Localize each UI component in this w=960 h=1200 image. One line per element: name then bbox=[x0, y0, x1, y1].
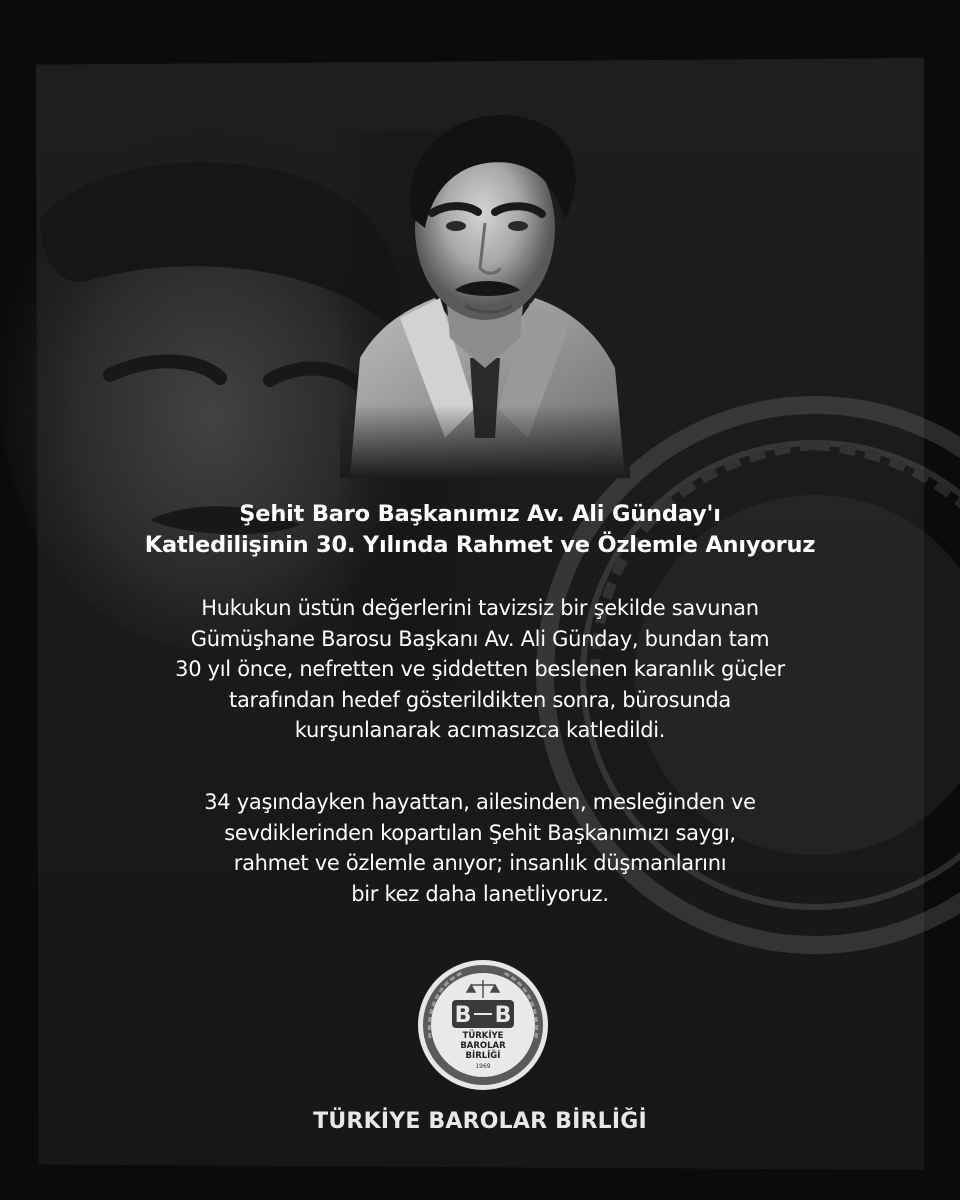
paragraph-1-line: Hukukun üstün değerlerini tavizsiz bir şekilde savunan bbox=[201, 596, 759, 620]
logo-text-top: TÜRKİYE bbox=[462, 1031, 504, 1041]
organization-name: TÜRKİYE BAROLAR BİRLİĞİ bbox=[313, 1109, 647, 1134]
paragraph-2-line: bir kez daha lanetliyoruz. bbox=[351, 881, 609, 906]
logo-text-mid: BAROLAR bbox=[460, 1041, 506, 1051]
paragraph-1-line: 30 yıl önce, nefretten ve şiddetten beslenen karanlık güçler bbox=[175, 657, 785, 681]
tbb-emblem-logo bbox=[416, 958, 550, 1092]
headline-line-2: Katledilişinin 30. Yılında Rahmet ve Özlemle Anıyoruz bbox=[144, 532, 816, 558]
paragraph-2 bbox=[80, 787, 880, 909]
headline bbox=[80, 499, 880, 561]
paragraph-1-line: tarafından hedef gösterildikten sonra, bürosunda bbox=[229, 687, 731, 712]
logo-letter-left: B bbox=[454, 1003, 472, 1028]
paragraph-1-line: kurşunlanarak acımasızca katledildi. bbox=[294, 718, 666, 742]
logo-year: 1969 bbox=[475, 1063, 491, 1070]
headline-line-1: Şehit Baro Başkanımız Av. Ali Günday'ı bbox=[239, 501, 721, 527]
paragraph-1 bbox=[80, 593, 880, 746]
paragraph-2-line: 34 yaşındayken hayattan, ailesinden, mesleğinden ve bbox=[204, 790, 756, 814]
logo-letter-right: B bbox=[494, 1003, 512, 1028]
paragraph-1-line: Gümüşhane Barosu Başkanı Av. Ali Günday, bundan tam bbox=[190, 626, 770, 651]
paragraph-2-line: sevdiklerinden kopartılan Şehit Başkanımızı saygı, bbox=[224, 820, 736, 845]
logo-text-bottom: BİRLİĞİ bbox=[465, 1051, 501, 1061]
paragraph-2-line: rahmet ve özlemle anıyor; insanlık düşmanlarını bbox=[233, 851, 727, 875]
portrait-photo bbox=[340, 108, 630, 478]
